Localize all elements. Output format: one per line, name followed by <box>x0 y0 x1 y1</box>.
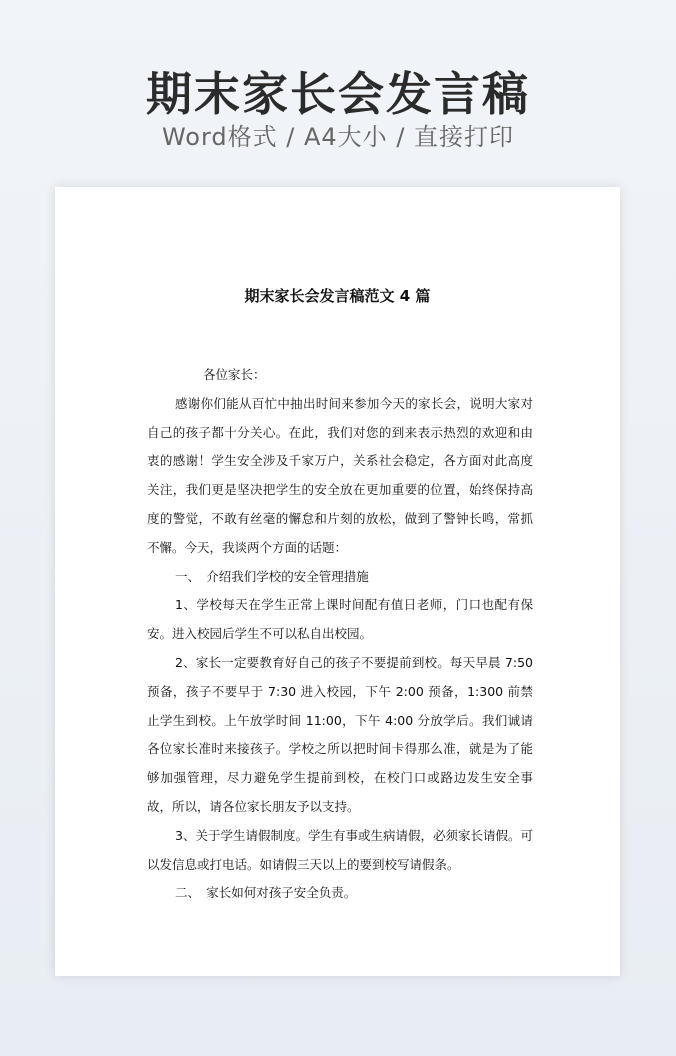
intro-paragraph: 感谢你们能从百忙中抽出时间来参加今天的家长会，说明大家对自己的孩子都十分关心。在此，我们对您的到来表示热烈的欢迎和由衷的感谢！学生安全涉及千家万户，关系社会稳定，各方面对此高度关注，我们更是坚决把学生的安全放在更加重要的位置，始终保持高度的警觉，不敢有丝毫的懈怠和片刻的放松，做到了警钟长鸣，常抓不懈。今天，我谈两个方面的话题： <box>147 395 533 555</box>
paragraph-item-2: 2、家长一定要教育好自己的孩子不要提前到校。每天早晨 7:50 预备，孩子不要早于 7:30 进入校园，下午 2:00 预备，1:300 前禁止学生到校。上午放学时间 11:00，下午 4:00 分放学后。我们诚请各位家长准时来接孩子。学校之所以把时间卡得那么准，就是为了能够加强管理，尽力避免学生提前到校，在校门口或路边发生安全事故，所以，请各位家长朋友予以支持。 <box>147 654 533 814</box>
document-title: 期末家长会发言稿范文 4 篇 <box>244 287 431 305</box>
banner-subtitle: Word格式 / A4大小 / 直接打印 <box>161 123 515 151</box>
paragraph-item-3: 3、关于学生请假制度。学生有事或生病请假，必须家长请假。可以发信息或打电话。如请假三天以上的要到校写请假条。 <box>147 827 533 872</box>
salutation: 各位家长： <box>203 367 266 382</box>
section-heading-1: 一、 介绍我们学校的安全管理措施 <box>175 568 369 584</box>
paragraph-item-1: 1、学校每天在学生正常上课时间配有值日老师，门口也配有保安。进入校园后学生不可以私自出校园。 <box>147 597 533 642</box>
banner-title: 期末家长会发言稿 <box>146 67 530 121</box>
section-heading-2: 二、 家长如何对孩子安全负责。 <box>175 885 357 901</box>
document-body <box>147 361 533 908</box>
document-page <box>55 187 620 976</box>
